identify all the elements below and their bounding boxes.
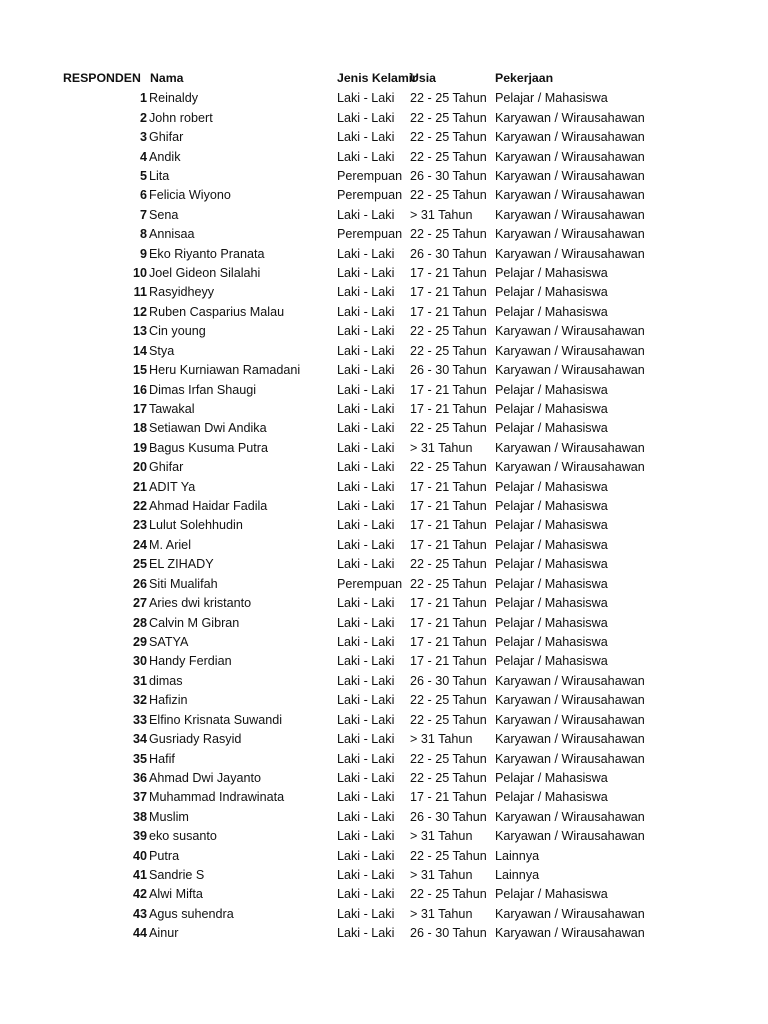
row-number: 38: [132, 809, 147, 824]
row-pekerjaan: Karyawan / Wirausahawan: [495, 168, 645, 183]
row-jenis-kelamin: Laki - Laki: [337, 382, 395, 397]
row-usia: 22 - 25 Tahun: [410, 149, 487, 164]
row-nama: Lulut Solehhudin: [149, 518, 243, 533]
row-pekerjaan: Karyawan / Wirausahawan: [495, 324, 645, 339]
row-pekerjaan: Karyawan / Wirausahawan: [495, 227, 645, 242]
row-number: 30: [132, 654, 147, 669]
row-nama: Ruben Casparius Malau: [149, 304, 285, 319]
row-jenis-kelamin: Laki - Laki: [337, 751, 395, 766]
row-nama: Sena: [149, 207, 179, 222]
row-number: 11: [133, 285, 147, 300]
row-jenis-kelamin: Laki - Laki: [337, 732, 395, 747]
table-row: [0, 924, 768, 943]
row-number: 22: [132, 499, 147, 513]
row-pekerjaan: Pelajar / Mahasiswa: [495, 576, 608, 591]
row-usia: 17 - 21 Tahun: [410, 537, 487, 552]
row-jenis-kelamin: Laki - Laki: [337, 149, 395, 164]
row-jenis-kelamin: Perempuan: [337, 227, 403, 242]
row-nama: ADIT Ya: [149, 479, 196, 494]
row-number: 43: [132, 906, 147, 921]
table-row: [0, 516, 768, 535]
table-header: [0, 69, 768, 88]
row-usia: > 31 Tahun: [410, 829, 473, 844]
row-pekerjaan: Karyawan / Wirausahawan: [495, 809, 645, 824]
row-usia: 22 - 25 Tahun: [410, 770, 487, 785]
row-number: 29: [132, 635, 147, 649]
table-row: [0, 614, 768, 633]
row-nama: Ahmad Haidar Fadila: [149, 499, 268, 513]
row-usia: 22 - 25 Tahun: [410, 460, 487, 475]
row-pekerjaan: Pelajar / Mahasiswa: [495, 557, 608, 572]
row-usia: 26 - 30 Tahun: [410, 809, 487, 824]
row-pekerjaan: Pelajar / Mahasiswa: [495, 596, 608, 611]
table-row: [0, 808, 768, 827]
row-number: 9: [139, 246, 147, 261]
row-nama: Alwi Mifta: [149, 887, 203, 902]
row-nama: Lita: [149, 168, 170, 183]
row-nama: Putra: [149, 848, 180, 863]
row-usia: 26 - 30 Tahun: [410, 673, 487, 688]
row-number: 41: [132, 868, 147, 882]
row-usia: 22 - 25 Tahun: [410, 693, 487, 708]
row-jenis-kelamin: Laki - Laki: [337, 848, 395, 863]
table-row: [0, 594, 768, 613]
row-number: 1: [139, 91, 147, 106]
row-jenis-kelamin: Perempuan: [337, 576, 403, 591]
row-jenis-kelamin: Laki - Laki: [337, 207, 395, 222]
row-pekerjaan: Pelajar / Mahasiswa: [495, 401, 608, 416]
row-number: 35: [132, 751, 147, 766]
table-row: [0, 128, 768, 147]
row-jenis-kelamin: Laki - Laki: [337, 654, 395, 669]
row-pekerjaan: Karyawan / Wirausahawan: [495, 673, 645, 688]
row-pekerjaan: Pelajar / Mahasiswa: [495, 635, 608, 649]
row-pekerjaan: Pelajar / Mahasiswa: [495, 285, 608, 300]
table-row: [0, 283, 768, 302]
row-pekerjaan: Karyawan / Wirausahawan: [495, 829, 645, 844]
table-row: [0, 827, 768, 846]
row-nama: Tawakal: [149, 401, 195, 416]
row-pekerjaan: Karyawan / Wirausahawan: [495, 460, 645, 475]
row-pekerjaan: Karyawan / Wirausahawan: [495, 188, 645, 203]
row-pekerjaan: Pelajar / Mahasiswa: [495, 421, 608, 436]
row-pekerjaan: Karyawan / Wirausahawan: [495, 130, 645, 144]
header-responden: RESPONDEN: [63, 71, 141, 85]
row-number: 18: [132, 421, 147, 436]
row-usia: 17 - 21 Tahun: [410, 499, 487, 513]
row-usia: 22 - 25 Tahun: [410, 751, 487, 766]
row-pekerjaan: Pelajar / Mahasiswa: [495, 537, 608, 552]
row-usia: 17 - 21 Tahun: [410, 654, 487, 669]
row-nama: Handy Ferdian: [149, 654, 232, 669]
row-number: 5: [139, 168, 147, 183]
table-row: [0, 730, 768, 749]
row-pekerjaan: Pelajar / Mahasiswa: [495, 518, 608, 533]
row-usia: 17 - 21 Tahun: [410, 635, 487, 649]
header-usia: Usia: [410, 71, 436, 85]
row-usia: 17 - 21 Tahun: [410, 382, 487, 397]
row-pekerjaan: Pelajar / Mahasiswa: [495, 654, 608, 669]
row-nama: Aries dwi kristanto: [149, 596, 252, 611]
table-row: [0, 536, 768, 555]
row-pekerjaan: Karyawan / Wirausahawan: [495, 149, 645, 164]
table-row: [0, 847, 768, 866]
row-jenis-kelamin: Laki - Laki: [337, 401, 395, 416]
row-usia: 22 - 25 Tahun: [410, 343, 487, 358]
table-row: [0, 711, 768, 730]
row-usia: 22 - 25 Tahun: [410, 848, 487, 863]
row-number: 36: [132, 770, 147, 785]
table-row: [0, 788, 768, 807]
row-usia: 26 - 30 Tahun: [410, 168, 487, 183]
row-usia: > 31 Tahun: [410, 440, 473, 455]
row-usia: 22 - 25 Tahun: [410, 91, 487, 106]
row-number: 33: [132, 712, 147, 727]
row-pekerjaan: Karyawan / Wirausahawan: [495, 246, 645, 261]
row-jenis-kelamin: Laki - Laki: [337, 829, 395, 844]
row-nama: Elfino Krisnata Suwandi: [149, 712, 283, 727]
row-pekerjaan: Pelajar / Mahasiswa: [495, 382, 608, 397]
row-nama: Eko Riyanto Pranata: [149, 246, 265, 261]
row-pekerjaan: Karyawan / Wirausahawan: [495, 343, 645, 358]
row-jenis-kelamin: Laki - Laki: [337, 285, 395, 300]
table-row: [0, 303, 768, 322]
row-usia: 22 - 25 Tahun: [410, 887, 487, 902]
table-row: [0, 381, 768, 400]
row-nama: Muslim: [149, 809, 189, 824]
row-nama: John robert: [149, 110, 213, 125]
row-number: 21: [132, 479, 147, 494]
row-number: 23: [132, 518, 147, 533]
row-jenis-kelamin: Laki - Laki: [337, 868, 395, 882]
row-nama: Setiawan Dwi Andika: [149, 421, 267, 436]
row-jenis-kelamin: Laki - Laki: [337, 130, 395, 144]
row-nama: Ahmad Dwi Jayanto: [149, 770, 261, 785]
row-jenis-kelamin: Laki - Laki: [337, 421, 395, 436]
row-usia: 17 - 21 Tahun: [410, 285, 487, 300]
row-usia: 22 - 25 Tahun: [410, 576, 487, 591]
row-number: 4: [139, 149, 147, 164]
row-jenis-kelamin: Laki - Laki: [337, 557, 395, 572]
row-number: 28: [132, 615, 147, 630]
row-pekerjaan: Pelajar / Mahasiswa: [495, 887, 608, 902]
row-number: 17: [132, 401, 147, 416]
row-pekerjaan: Karyawan / Wirausahawan: [495, 732, 645, 747]
row-usia: 17 - 21 Tahun: [410, 790, 487, 805]
row-nama: Hafizin: [149, 693, 188, 708]
row-jenis-kelamin: Laki - Laki: [337, 324, 395, 339]
row-nama: dimas: [149, 673, 183, 688]
row-number: 20: [132, 460, 147, 475]
row-jenis-kelamin: Laki - Laki: [337, 926, 395, 941]
row-jenis-kelamin: Perempuan: [337, 188, 403, 203]
table-row: [0, 186, 768, 205]
row-pekerjaan: Pelajar / Mahasiswa: [495, 91, 608, 106]
table-row: [0, 672, 768, 691]
row-usia: > 31 Tahun: [410, 207, 473, 222]
table-row: [0, 691, 768, 710]
row-number: 8: [139, 227, 147, 242]
row-pekerjaan: Pelajar / Mahasiswa: [495, 499, 608, 513]
row-number: 39: [132, 829, 147, 844]
row-jenis-kelamin: Laki - Laki: [337, 363, 395, 378]
row-usia: 26 - 30 Tahun: [410, 926, 487, 941]
table-row: [0, 575, 768, 594]
row-number: 27: [132, 596, 147, 611]
row-nama: Rasyidheyy: [149, 285, 215, 300]
row-usia: 17 - 21 Tahun: [410, 479, 487, 494]
row-usia: 17 - 21 Tahun: [410, 518, 487, 533]
table-row: [0, 652, 768, 671]
row-nama: Cin young: [149, 324, 206, 339]
table-row: [0, 497, 768, 516]
row-number: 40: [132, 848, 147, 863]
row-usia: > 31 Tahun: [410, 868, 473, 882]
row-jenis-kelamin: Laki - Laki: [337, 906, 395, 921]
row-usia: 26 - 30 Tahun: [410, 363, 487, 378]
row-usia: 17 - 21 Tahun: [410, 401, 487, 416]
row-pekerjaan: Karyawan / Wirausahawan: [495, 693, 645, 708]
row-jenis-kelamin: Laki - Laki: [337, 460, 395, 475]
row-nama: Hafif: [149, 751, 175, 766]
row-jenis-kelamin: Laki - Laki: [337, 790, 395, 805]
table-row: [0, 555, 768, 574]
table-row: [0, 769, 768, 788]
row-pekerjaan: Karyawan / Wirausahawan: [495, 712, 645, 727]
row-pekerjaan: Pelajar / Mahasiswa: [495, 479, 608, 494]
row-number: 10: [132, 266, 147, 280]
row-pekerjaan: Pelajar / Mahasiswa: [495, 770, 608, 785]
table-row: [0, 458, 768, 477]
row-nama: Muhammad Indrawinata: [149, 790, 285, 805]
row-nama: eko susanto: [149, 829, 217, 844]
row-usia: 22 - 25 Tahun: [410, 110, 487, 125]
row-number: 32: [132, 693, 147, 708]
header-nama: Nama: [150, 71, 184, 85]
table-row: [0, 245, 768, 264]
table-row: [0, 905, 768, 924]
row-jenis-kelamin: Laki - Laki: [337, 266, 395, 280]
row-number: 24: [132, 537, 147, 552]
table-row: [0, 633, 768, 652]
row-pekerjaan: Karyawan / Wirausahawan: [495, 363, 645, 378]
row-jenis-kelamin: Laki - Laki: [337, 673, 395, 688]
row-pekerjaan: Karyawan / Wirausahawan: [495, 906, 645, 921]
row-pekerjaan: Karyawan / Wirausahawan: [495, 110, 645, 125]
row-number: 12: [132, 304, 147, 319]
row-jenis-kelamin: Laki - Laki: [337, 770, 395, 785]
row-usia: 22 - 25 Tahun: [410, 130, 487, 144]
row-nama: SATYA: [149, 635, 189, 649]
row-number: 13: [132, 324, 147, 339]
row-jenis-kelamin: Laki - Laki: [337, 343, 395, 358]
row-usia: 17 - 21 Tahun: [410, 596, 487, 611]
row-nama: Siti Mualifah: [149, 576, 218, 591]
row-nama: Agus suhendra: [149, 906, 234, 921]
row-nama: Stya: [149, 343, 175, 358]
row-usia: 22 - 25 Tahun: [410, 324, 487, 339]
row-usia: 22 - 25 Tahun: [410, 227, 487, 242]
row-pekerjaan: Lainnya: [495, 848, 540, 863]
row-nama: Sandrie S: [149, 868, 205, 882]
row-nama: Heru Kurniawan Ramadani: [149, 363, 301, 378]
table-row: [0, 419, 768, 438]
row-usia: 26 - 30 Tahun: [410, 246, 487, 261]
row-usia: > 31 Tahun: [410, 906, 473, 921]
row-usia: 22 - 25 Tahun: [410, 557, 487, 572]
row-jenis-kelamin: Laki - Laki: [337, 693, 395, 708]
row-nama: M. Ariel: [149, 537, 191, 552]
row-nama: Annisaa: [149, 227, 195, 242]
table-row: [0, 750, 768, 769]
row-number: 7: [139, 207, 147, 222]
row-jenis-kelamin: Laki - Laki: [337, 479, 395, 494]
row-jenis-kelamin: Laki - Laki: [337, 809, 395, 824]
row-nama: Gusriady Rasyid: [149, 732, 242, 747]
row-usia: 17 - 21 Tahun: [410, 615, 487, 630]
row-nama: Dimas Irfan Shaugi: [149, 382, 257, 397]
row-pekerjaan: Lainnya: [495, 868, 540, 882]
row-jenis-kelamin: Perempuan: [337, 168, 403, 183]
row-nama: Joel Gideon Silalahi: [149, 266, 261, 280]
row-usia: 17 - 21 Tahun: [410, 304, 487, 319]
row-jenis-kelamin: Laki - Laki: [337, 518, 395, 533]
table-row: [0, 400, 768, 419]
row-nama: Bagus Kusuma Putra: [149, 440, 269, 455]
row-number: 44: [132, 926, 147, 941]
table-row: [0, 206, 768, 225]
row-pekerjaan: Karyawan / Wirausahawan: [495, 926, 645, 941]
row-usia: 17 - 21 Tahun: [410, 266, 487, 280]
row-number: 37: [132, 790, 147, 805]
header-jenis-kelamin: Jenis Kelamir: [337, 71, 417, 85]
header-pekerjaan: Pekerjaan: [495, 71, 554, 85]
row-jenis-kelamin: Laki - Laki: [337, 499, 395, 513]
table-row: [0, 109, 768, 128]
row-nama: Ghifar: [149, 460, 184, 475]
row-jenis-kelamin: Laki - Laki: [337, 712, 395, 727]
table-row: [0, 885, 768, 904]
table-row: [0, 225, 768, 244]
row-jenis-kelamin: Laki - Laki: [337, 91, 395, 106]
row-pekerjaan: Pelajar / Mahasiswa: [495, 790, 608, 805]
row-jenis-kelamin: Laki - Laki: [337, 615, 395, 630]
row-number: 14: [132, 343, 147, 358]
row-number: 34: [132, 732, 147, 747]
table-row: [0, 361, 768, 380]
row-usia: 22 - 25 Tahun: [410, 712, 487, 727]
row-number: 15: [132, 363, 147, 378]
table-row: [0, 89, 768, 108]
row-nama: Felicia Wiyono: [149, 188, 231, 203]
table-row: [0, 322, 768, 341]
row-jenis-kelamin: Laki - Laki: [337, 110, 395, 125]
row-number: 6: [139, 188, 147, 203]
row-jenis-kelamin: Laki - Laki: [337, 596, 395, 611]
row-pekerjaan: Karyawan / Wirausahawan: [495, 751, 645, 766]
row-number: 26: [132, 576, 147, 591]
table-row: [0, 439, 768, 458]
row-nama: Ghifar: [149, 130, 184, 144]
table-row: [0, 167, 768, 186]
row-jenis-kelamin: Laki - Laki: [337, 440, 395, 455]
row-number: 25: [132, 557, 147, 572]
table-row: [0, 148, 768, 167]
table-row: [0, 478, 768, 497]
table-row: [0, 264, 768, 283]
row-nama: EL ZIHADY: [149, 557, 214, 572]
row-jenis-kelamin: Laki - Laki: [337, 887, 395, 902]
row-pekerjaan: Karyawan / Wirausahawan: [495, 207, 645, 222]
row-pekerjaan: Karyawan / Wirausahawan: [495, 440, 645, 455]
row-pekerjaan: Pelajar / Mahasiswa: [495, 304, 608, 319]
row-usia: 22 - 25 Tahun: [410, 421, 487, 436]
table-row: [0, 342, 768, 361]
row-number: 3: [139, 130, 147, 144]
row-usia: 22 - 25 Tahun: [410, 188, 487, 203]
row-number: 16: [132, 382, 147, 397]
row-jenis-kelamin: Laki - Laki: [337, 246, 395, 261]
row-jenis-kelamin: Laki - Laki: [337, 304, 395, 319]
row-pekerjaan: Pelajar / Mahasiswa: [495, 615, 608, 630]
row-pekerjaan: Pelajar / Mahasiswa: [495, 266, 608, 280]
row-jenis-kelamin: Laki - Laki: [337, 635, 395, 649]
row-number: 42: [132, 887, 147, 902]
row-usia: > 31 Tahun: [410, 732, 473, 747]
row-nama: Ainur: [149, 926, 179, 941]
row-nama: Calvin M Gibran: [149, 615, 240, 630]
row-nama: Andik: [149, 149, 181, 164]
table-row: [0, 866, 768, 885]
row-nama: Reinaldy: [149, 91, 199, 106]
row-number: 2: [139, 110, 147, 125]
row-number: 19: [132, 440, 147, 455]
row-jenis-kelamin: Laki - Laki: [337, 537, 395, 552]
row-number: 31: [132, 673, 147, 688]
